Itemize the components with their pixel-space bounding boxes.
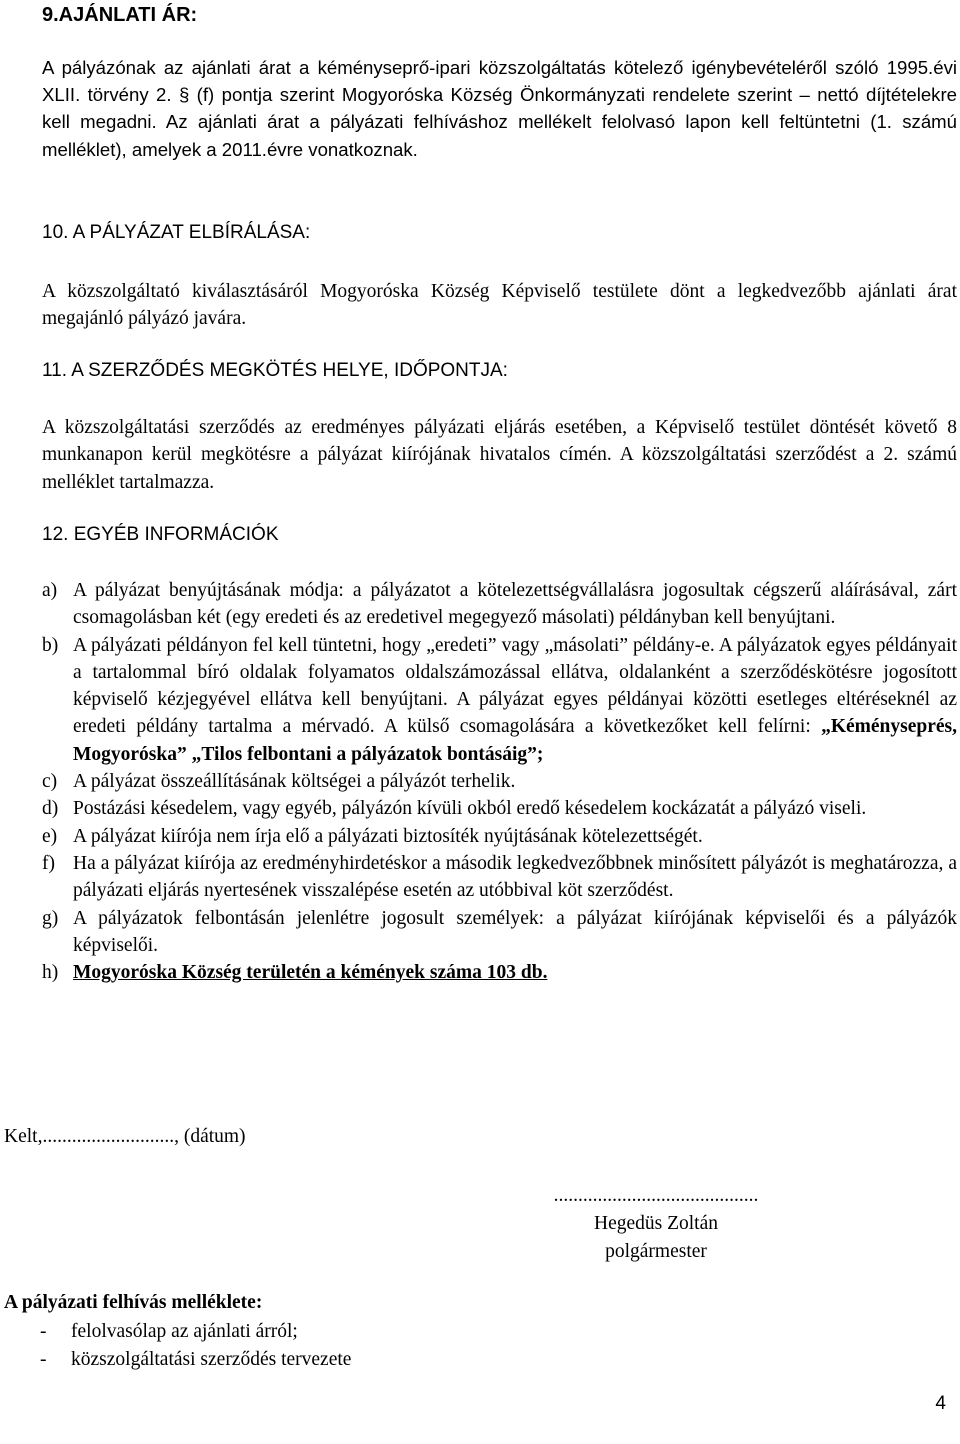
list-dash: -: [40, 1349, 47, 1370]
list-item-g: [42, 905, 957, 960]
list-marker: a): [42, 580, 58, 601]
signatory-title: polgármester: [605, 1241, 707, 1262]
attachment-item: [40, 1318, 351, 1346]
attachments-title: A pályázati felhívás melléklete:: [4, 1292, 263, 1313]
info-list: [42, 577, 957, 986]
attachment-text: felolvasólap az ajánlati árról;: [71, 1321, 298, 1342]
list-marker: e): [42, 825, 58, 847]
section-11-text: A közszolgáltatási szerződés az eredményes pályázati eljárás esetében, a Képviselő testület döntését követő 8 munkanapon kerül megkötésre a pályázat kiírójának hivatalos címén. A közszolgáltatási szerződést a 2. számú melléklet tartalmazza.: [42, 417, 957, 493]
list-item-text: A pályázatok felbontásán jelenlétre jogosult személyek: a pályázat kiírójának képviselői és a pályázók képviselői.: [73, 907, 957, 956]
list-item-f: [42, 850, 957, 905]
list-marker: f): [42, 852, 55, 874]
list-item-text: A pályázati példányon fel kell tüntetni, hogy „eredeti” vagy „másolati” példány-e. A pályázatok egyes példányait a tartalommal bíró oldalak folyamatos oldalszámozással ellátva, oldalanként a szerződéskötésre jogosított képviselő kézjegyével ellátva kell benyújtani. A pályázat egyes példányai közötti esetleges eltéréseknél az eredeti példány tartalma a mérvadó. A külső csomagolására a következőket kell felírni:: [73, 634, 957, 738]
chimney-count-text: Mogyoróska Község területén a kémények száma 103 db.: [73, 962, 548, 984]
list-dash: -: [40, 1321, 47, 1342]
signatory-name: Hegedüs Zoltán: [593, 1213, 718, 1234]
list-item-e: [42, 823, 957, 850]
list-item-d: [42, 795, 957, 822]
signature-block: [496, 1182, 816, 1266]
section-9-title: 9.AJÁNLATI ÁR:: [42, 4, 198, 26]
attachment-item: [40, 1346, 351, 1374]
envelope-label-text: „Kéményseprés, Mogyoróska” „Tilos felbontani a pályázatok bontásáig”;: [73, 716, 957, 765]
list-item-text: Ha a pályázat kiírója az eredményhirdetéskor a második legkedvezőbbnek minősített pályázót is meghatározza, a pályázati eljárás nyertesének visszalépése esetén az utóbbival köt szerződést.: [73, 852, 957, 902]
list-item-c: [42, 768, 957, 795]
attachment-text: közszolgáltatási szerződés tervezete: [71, 1349, 352, 1370]
list-item-text: A pályázat kiírója nem írja elő a pályázati biztosíték nyújtásának kötelezettségét.: [73, 825, 703, 847]
list-item-text: Postázási késedelem, vagy egyéb, pályázón kívüli okból eredő késedelem kockázatát a pályázó viseli.: [73, 798, 867, 820]
list-marker: d): [42, 798, 59, 820]
list-marker: c): [42, 771, 58, 793]
list-marker: g): [42, 907, 59, 929]
list-marker: h): [42, 962, 59, 984]
section-9-text: A pályázónak az ajánlati árat a kéményseprő-ipari közszolgáltatás kötelező igénybevételéről szóló 1995.évi XLII. törvény 2. § (f) pontja szerint Mogyoróska Község Önkormányzati rendelete szerint – nettó díjtételekre kell megadni. Az ajánlati árat a pályázati felhíváshoz mellékelt felolvasó lapon kell feltüntetni (1. számú melléklet), amelyek a 2011.évre vonatkoznak.: [42, 57, 957, 160]
list-item-b: [42, 632, 957, 768]
list-item-text: A pályázat benyújtásának módja: a pályázatot a kötelezettségvállalásra jogosultak cégszerű aláírásával, zárt csomagolásban két (egy eredeti és az eredetivel megegyező másolati) példányban kell benyújtani.: [73, 580, 957, 629]
list-item-a: [42, 577, 957, 632]
section-12-title: 12. EGYÉB INFORMÁCIÓK: [42, 524, 279, 545]
signature-line: ..........................................: [553, 1185, 759, 1206]
section-10-text: A közszolgáltató kiválasztásáról Mogyoróska Község Képviselő testülete dönt a legkedvezőbb ajánlati árat megajánló pályázó javára.: [42, 281, 957, 330]
list-marker: b): [42, 634, 59, 656]
place-date-line: Kelt,..........................., (dátum): [4, 1126, 246, 1147]
attachments-list: [40, 1318, 351, 1374]
section-10-title: 10. A PÁLYÁZAT ELBÍRÁLÁSA:: [42, 222, 311, 243]
list-item-text: A pályázat összeállításának költségei a pályázót terhelik.: [73, 771, 516, 793]
page-number: 4: [935, 1393, 946, 1414]
section-11-title: 11. A SZERZŐDÉS MEGKÖTÉS HELYE, IDŐPONTJA:: [42, 360, 508, 381]
list-item-h: [42, 959, 957, 986]
